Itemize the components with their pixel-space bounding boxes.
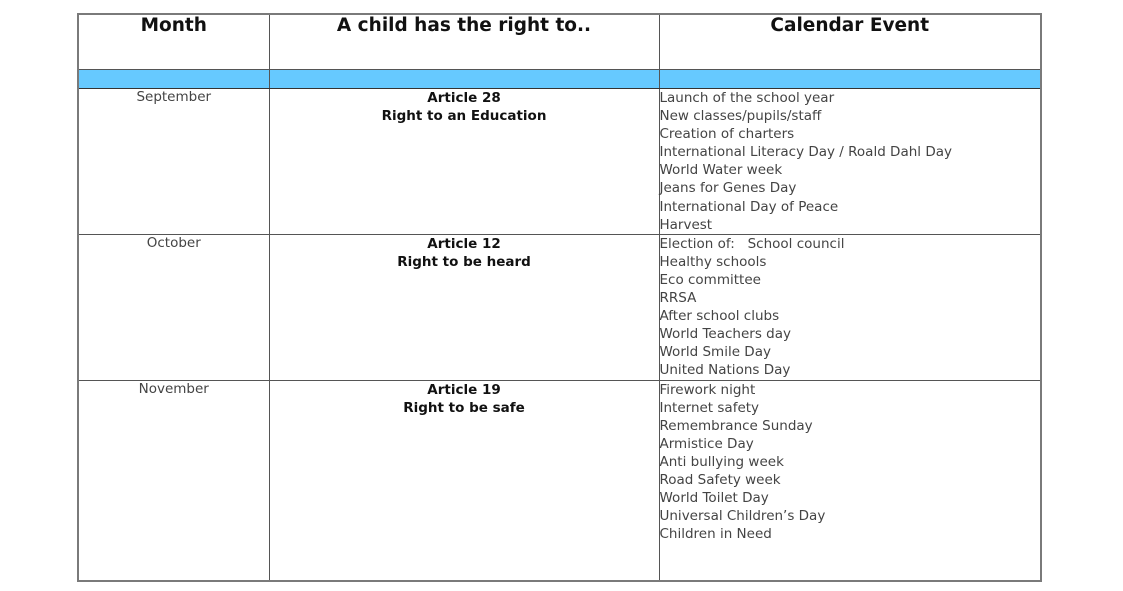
- month-cell: September: [78, 89, 269, 235]
- event-item: World Smile Day: [659, 344, 771, 361]
- event-item: United Nations Day: [659, 362, 791, 379]
- event-item: Anti bullying week: [659, 453, 784, 470]
- event-item: Creation of charters: [659, 126, 795, 143]
- event-item: World Teachers day: [659, 326, 791, 343]
- band-cell: [78, 70, 269, 89]
- event-item: RRSA: [659, 290, 697, 307]
- table-row-october: [78, 234, 1041, 380]
- right-cell: [269, 89, 659, 235]
- color-band-row: [78, 70, 1041, 89]
- right-cell: [269, 380, 659, 581]
- event-item: International Literacy Day / Roald Dahl Day: [659, 144, 952, 161]
- header-calendar-event: Calendar Event: [659, 14, 1041, 70]
- event-item: Election of: School council: [659, 235, 845, 252]
- article-number: Article 28: [427, 90, 501, 106]
- header-month: Month: [78, 14, 269, 70]
- event-item: Armistice Day: [659, 435, 754, 452]
- right-cell: [269, 234, 659, 380]
- events-cell: [659, 89, 1041, 235]
- event-item: Internet safety: [659, 399, 760, 416]
- event-item: Children in Need: [659, 526, 772, 543]
- header-row: [78, 14, 1041, 70]
- event-item: Jeans for Genes Day: [659, 180, 797, 197]
- article-number: Article 19: [427, 381, 501, 398]
- event-item: Launch of the school year: [659, 90, 835, 106]
- header-right: A child has the right to..: [269, 14, 659, 70]
- rights-calendar-table: [77, 13, 1042, 582]
- right-title: Right to be heard: [397, 253, 531, 270]
- table-row-september: [78, 89, 1041, 235]
- event-item: Remembrance Sunday: [659, 417, 813, 434]
- event-item: Firework night: [659, 381, 756, 398]
- article-number: Article 12: [427, 235, 501, 252]
- right-title: Right to be safe: [403, 399, 525, 416]
- month-cell: October: [78, 234, 269, 380]
- right-title: Right to an Education: [381, 108, 547, 124]
- event-item: New classes/pupils/staff: [659, 108, 822, 125]
- event-item: World Water week: [659, 162, 783, 179]
- event-item: After school clubs: [659, 308, 780, 325]
- table-row-november: [78, 380, 1041, 581]
- band-cell: [659, 70, 1041, 89]
- events-cell: [659, 380, 1041, 581]
- event-item: Harvest: [659, 216, 713, 233]
- band-cell: [269, 70, 659, 89]
- event-item: World Toilet Day: [659, 490, 769, 507]
- event-item: International Day of Peace: [659, 198, 839, 215]
- month-cell: November: [78, 380, 269, 581]
- event-item: Eco committee: [659, 271, 761, 288]
- event-item: Healthy schools: [659, 253, 767, 270]
- events-cell: [659, 234, 1041, 380]
- event-item: Universal Children’s Day: [659, 508, 826, 525]
- event-item: Road Safety week: [659, 471, 781, 488]
